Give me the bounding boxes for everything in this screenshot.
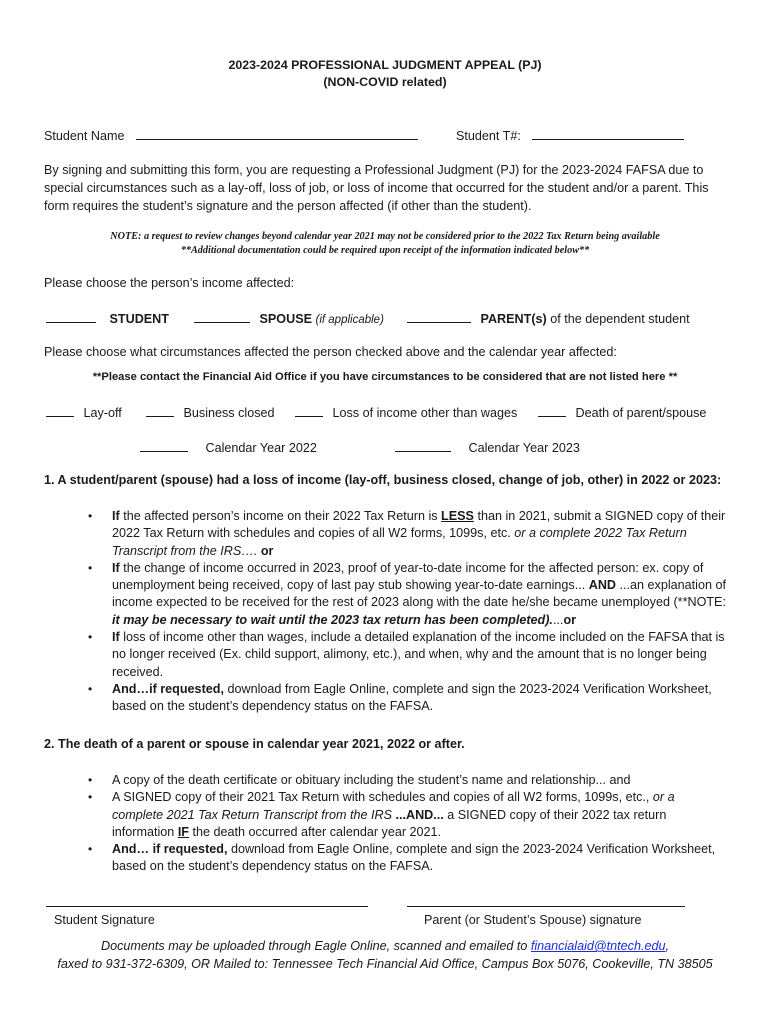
year-2022-checkbox-line[interactable] xyxy=(140,439,188,452)
list-item xyxy=(88,629,728,681)
and-keyword: AND xyxy=(588,578,617,593)
year-2022-option xyxy=(140,439,317,455)
layoff-option xyxy=(46,404,122,420)
if-keyword: IF xyxy=(177,824,190,839)
parent-signature-label: Parent (or Student’s Spouse) signature xyxy=(424,913,642,927)
year-2023-label: Calendar Year 2023 xyxy=(468,441,580,455)
text-segment: A SIGNED copy of their 2021 Tax Return with schedules and copies of all W2 forms, 1099s, etc., xyxy=(112,790,653,805)
less-keyword: LESS xyxy=(441,509,474,523)
if-keyword: If xyxy=(112,509,120,523)
bold-segment: And… if requested, xyxy=(112,842,228,857)
student-signature-label: Student Signature xyxy=(54,913,155,927)
text-segment: A copy of the death certificate or obituary including the student’s name and relationship... and xyxy=(112,773,631,787)
parent-option-label: PARENT(s) xyxy=(480,312,547,326)
section-1-list xyxy=(88,508,728,716)
student-name-row xyxy=(44,127,418,143)
text-segment: ... xyxy=(552,612,564,627)
spouse-option-note: (if applicable) xyxy=(315,314,384,326)
text-segment: ...an explanation of income expected to be received for the rest of 2023 along with the date he/she became unemployed (**NOTE: xyxy=(112,578,726,610)
section-2-heading: 2. The death of a parent or spouse in calendar year 2021, 2022 or after. xyxy=(44,737,465,751)
form-subtitle: (NON-COVID related) xyxy=(323,75,447,89)
email-link[interactable]: financialaid@tntech.edu xyxy=(530,939,666,953)
and-keyword: ...AND... xyxy=(391,807,444,822)
loss-income-option xyxy=(295,404,517,420)
contact-note: **Please contact the Financial Aid Office if you have circumstances to be considered that are not listed here ** xyxy=(92,371,678,383)
note-line-2: **Additional documentation could be required upon receipt of the information indicated below** xyxy=(180,245,590,256)
bullet-icon: • xyxy=(88,630,93,645)
text-segment: the affected person’s income on their 2022 Tax Return is xyxy=(119,509,442,523)
text-segment: loss of income other than wages, include a detailed explanation of the income included on the FAFSA that is no longer received (Ex. child support, alimony, etc.), and when, why and the amount that is no longer being received. xyxy=(112,630,725,679)
if-keyword: If xyxy=(112,560,120,575)
business-closed-label: Business closed xyxy=(183,406,275,420)
bullet-icon: • xyxy=(88,790,93,805)
circumstance-prompt: Please choose what circumstances affected the person checked above and the calendar year affected: xyxy=(44,345,617,359)
business-closed-option xyxy=(146,404,275,420)
spouse-option-label: SPOUSE xyxy=(259,312,312,326)
or-keyword: or xyxy=(563,612,577,627)
parent-checkbox-line[interactable] xyxy=(407,310,471,323)
parent-option-suffix: of the dependent student xyxy=(546,312,690,326)
italic-segment: or a complete 2022 Tax Return Transcript from the IRS xyxy=(112,526,687,558)
section-1-heading: 1. A student/parent (spouse) had a loss of income (lay-off, business closed, change of job, other) in 2022 or 2023: xyxy=(44,473,722,487)
parent-signature-line[interactable] xyxy=(407,906,685,907)
spouse-option xyxy=(194,310,384,326)
footer-line-2: faxed to 931-372-6309, OR Mailed to: Tennessee Tech Financial Aid Office, Campus Box 5076, Cookeville, TN 38505 xyxy=(57,957,713,971)
bullet-icon: • xyxy=(88,773,93,787)
text-segment: download from Eagle Online, complete and sign the 2023-2024 Verification Worksheet, based on the student’s dependency status on the FAFSA. xyxy=(112,681,712,714)
italic-segment: or a complete 2021 Tax Return Transcript from the IRS xyxy=(112,790,675,822)
year-2022-label: Calendar Year 2022 xyxy=(205,441,317,455)
student-tnum-label: Student T#: xyxy=(456,129,521,143)
text-segment: a SIGNED copy of their 2022 tax return information xyxy=(112,807,667,839)
loss-income-label: Loss of income other than wages xyxy=(332,406,518,420)
student-name-field[interactable] xyxy=(136,127,418,140)
list-item xyxy=(88,789,728,841)
parent-option xyxy=(407,310,690,326)
footer-text: , xyxy=(665,939,669,953)
bold-italic-segment: it may be necessary to wait until the 2023 tax return has been completed). xyxy=(112,612,553,627)
list-item xyxy=(88,841,728,876)
or-keyword: or xyxy=(260,543,274,558)
list-item xyxy=(88,681,728,716)
text-segment: download from Eagle Online, complete and sign the 2023-2024 Verification Worksheet, based on the student’s dependency status on the FAFSA. xyxy=(112,842,716,874)
business-closed-checkbox-line[interactable] xyxy=(146,404,174,417)
student-tnum-field[interactable] xyxy=(532,127,684,140)
intro-paragraph: By signing and submitting this form, you are requesting a Professional Judgment (PJ) for the 2023-2024 FAFSA due to special circumstances such as a lay-off, loss of job, or loss of income that occurred for the student and/or a parent. This form requires the student’s signature and the person affected (if other than the student). xyxy=(44,163,709,213)
bullet-icon: • xyxy=(88,560,93,575)
list-item xyxy=(88,508,728,560)
bullet-icon: • xyxy=(88,509,93,523)
list-item xyxy=(88,772,728,789)
text-segment: the death occurred after calendar year 2021. xyxy=(189,824,442,839)
student-option xyxy=(46,310,169,326)
death-label: Death of parent/spouse xyxy=(575,406,707,420)
list-item xyxy=(88,560,728,629)
person-prompt: Please choose the person’s income affected: xyxy=(44,276,295,290)
text-segment: …. xyxy=(241,543,261,558)
death-option xyxy=(538,404,706,420)
student-option-label: STUDENT xyxy=(109,312,169,326)
footer-line-1 xyxy=(0,939,770,953)
form-title: 2023-2024 PROFESSIONAL JUDGMENT APPEAL (PJ) xyxy=(228,58,542,72)
bold-segment: And…if requested, xyxy=(112,681,224,696)
student-name-label: Student Name xyxy=(44,129,125,143)
layoff-checkbox-line[interactable] xyxy=(46,404,74,417)
section-2-list xyxy=(88,772,728,876)
death-checkbox-line[interactable] xyxy=(538,404,566,417)
loss-income-checkbox-line[interactable] xyxy=(295,404,323,417)
text-segment: than in 2021, submit a SIGNED copy of their 2022 Tax Return with schedules and copies of all W2 forms, 1099s, etc. xyxy=(112,509,726,541)
note-line-1: NOTE: a request to review changes beyond calendar year 2021 may not be considered prior to the 2022 Tax Return being available xyxy=(110,231,660,242)
student-tnum-row xyxy=(456,127,684,143)
footer-text: Documents may be uploaded through Eagle Online, scanned and emailed to xyxy=(101,939,531,953)
if-keyword: If xyxy=(112,630,120,645)
layoff-label: Lay-off xyxy=(83,406,122,420)
student-signature-line[interactable] xyxy=(46,906,368,907)
spouse-checkbox-line[interactable] xyxy=(194,310,250,323)
text-segment: the change of income occurred in 2023, proof of year-to-date income for the affected person: ex. copy of unemployment being received, copy of last pay stub showing year-to-date earnings... xyxy=(112,560,704,593)
year-2023-option xyxy=(395,439,580,455)
student-checkbox-line[interactable] xyxy=(46,310,96,323)
year-2023-checkbox-line[interactable] xyxy=(395,439,451,452)
bullet-icon: • xyxy=(88,842,93,857)
bullet-icon: • xyxy=(88,681,93,696)
